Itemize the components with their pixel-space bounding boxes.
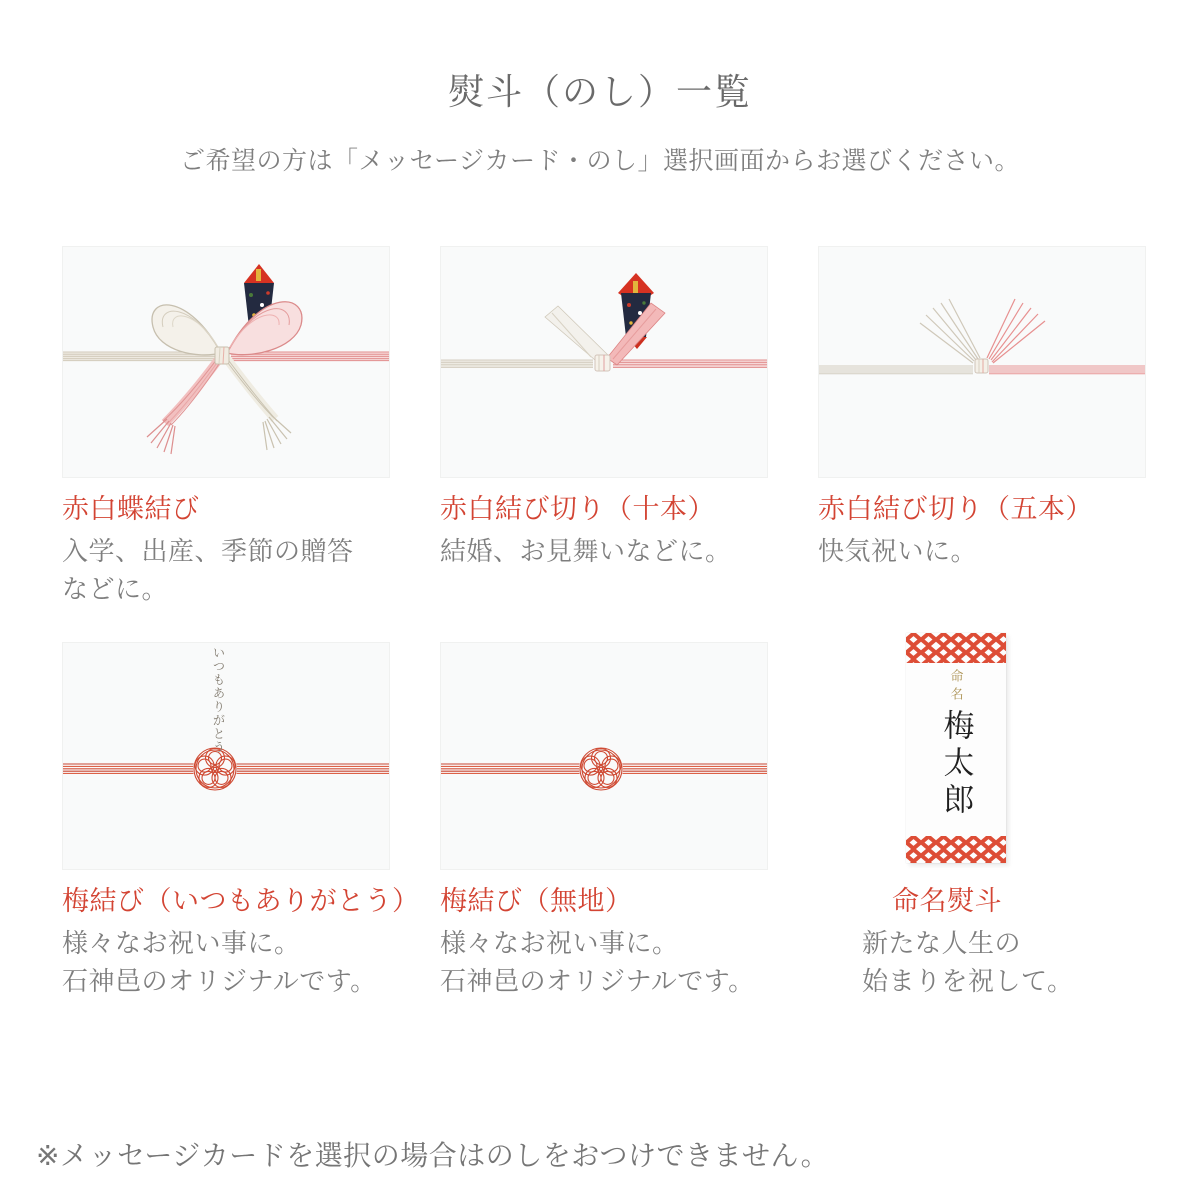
page-title: 熨斗（のし）一覧 bbox=[447, 71, 752, 112]
item-title: 梅結び（いつもありがとう） bbox=[62, 886, 420, 916]
noshi-grid-row-1 bbox=[62, 246, 1146, 608]
item-title: 命名熨斗 bbox=[892, 886, 1002, 916]
plum-knot-art bbox=[441, 643, 767, 869]
naming-card-header: 命名 bbox=[948, 669, 964, 705]
envelope-image-plum-plain bbox=[440, 642, 768, 870]
item-title: 赤白結び切り（十本） bbox=[440, 494, 715, 524]
mizuhiki-knot-art bbox=[441, 247, 767, 477]
item-title: 赤白結び切り（五本） bbox=[818, 494, 1093, 524]
noshi-item-plum-message bbox=[62, 642, 420, 1000]
noshi-item-butterfly-knot bbox=[62, 246, 390, 608]
envelope-image-knot-five bbox=[818, 246, 1146, 478]
item-title: 梅結び（無地） bbox=[440, 886, 633, 916]
page-subtitle: ご希望の方は「メッセージカード・のし」選択画面からお選びください。 bbox=[179, 147, 1020, 175]
item-title: 赤白蝶結び bbox=[62, 494, 200, 524]
envelope-image-plum-message bbox=[62, 642, 390, 870]
noshi-grid-row-2 bbox=[62, 642, 1146, 1000]
naming-card-name: 梅太郎 bbox=[937, 709, 974, 820]
noshi-item-knot-ten bbox=[440, 246, 768, 608]
item-description: 結婚、お見舞いなどに。 bbox=[440, 536, 732, 566]
envelope-image-butterfly-knot bbox=[62, 246, 390, 478]
lattice-pattern-band-top bbox=[906, 633, 1006, 663]
item-description: 快気祝いに。 bbox=[818, 536, 978, 566]
item-description: 入学、出産、季節の贈答 などに。 bbox=[62, 536, 354, 604]
item-description: 様々なお祝い事に。 石神邑のオリジナルです。 bbox=[62, 928, 377, 996]
handwritten-message-text: いつもありがとう bbox=[211, 646, 226, 754]
item-description: 様々なお祝い事に。 石神邑のオリジナルです。 bbox=[440, 928, 755, 996]
lattice-pattern-band-bottom bbox=[906, 836, 1006, 863]
mizuhiki-knot-art bbox=[819, 247, 1145, 477]
noshi-item-knot-five bbox=[818, 246, 1146, 608]
noshi-item-naming bbox=[818, 642, 1146, 1000]
noshi-item-plum-plain bbox=[440, 642, 768, 1000]
footnote: ※メッセージカードを選択の場合はのしをおつけできません。 bbox=[36, 1140, 830, 1171]
envelope-image-knot-ten bbox=[440, 246, 768, 478]
naming-card-image bbox=[906, 633, 1006, 863]
item-description: 新たな人生の 始まりを祝して。 bbox=[862, 928, 1074, 996]
mizuhiki-bow-art bbox=[63, 247, 389, 477]
